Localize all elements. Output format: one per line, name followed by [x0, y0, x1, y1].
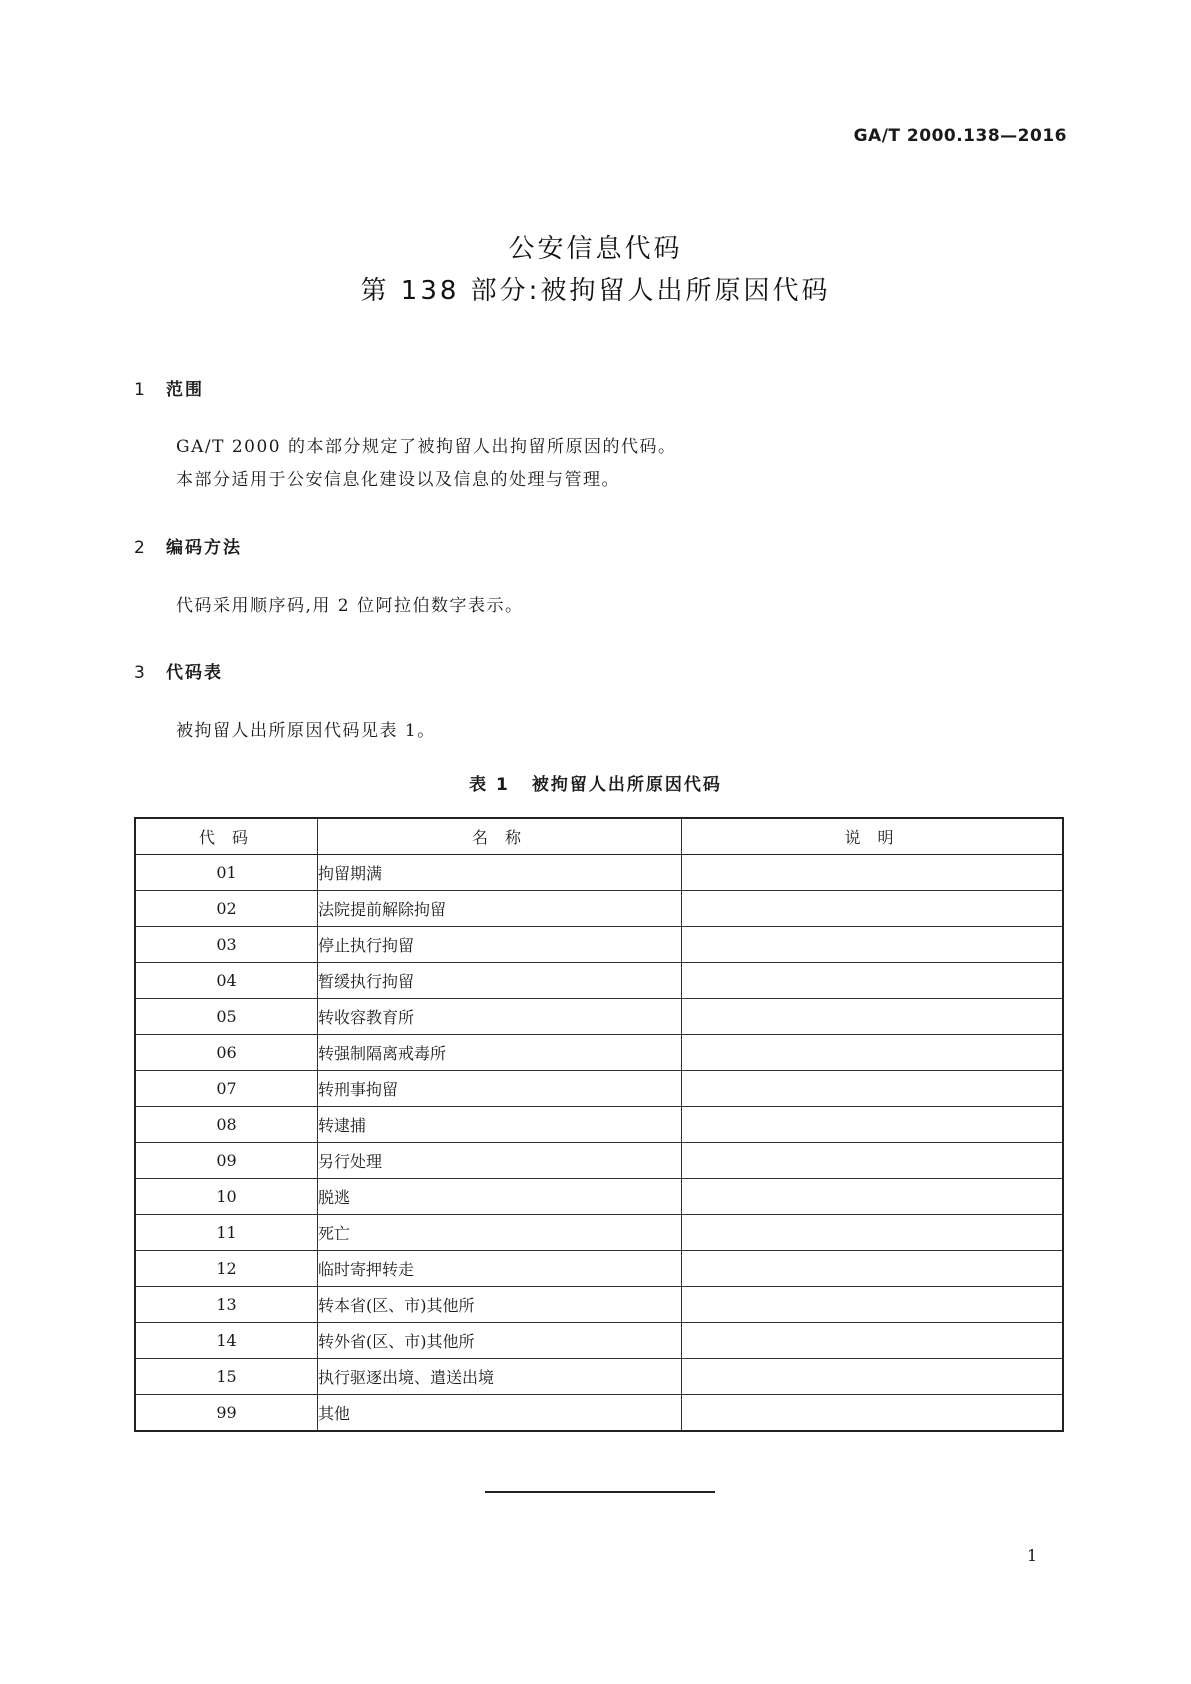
cell-description	[682, 1035, 1064, 1071]
cell-name: 执行驱逐出境、遣送出境	[318, 1359, 682, 1395]
cell-code: 15	[135, 1359, 318, 1395]
cell-name: 死亡	[318, 1215, 682, 1251]
cell-code: 02	[135, 891, 318, 927]
cell-code: 14	[135, 1323, 318, 1359]
cell-description	[682, 855, 1064, 891]
cell-name: 另行处理	[318, 1143, 682, 1179]
cell-description	[682, 1107, 1064, 1143]
table-row	[135, 1107, 1063, 1143]
cell-description	[682, 1143, 1064, 1179]
section-number: 1	[134, 380, 147, 400]
document-title	[0, 228, 1191, 312]
table-row	[135, 1395, 1063, 1432]
cell-code: 10	[135, 1179, 318, 1215]
header-description: 说 明	[682, 818, 1064, 855]
cell-name: 停止执行拘留	[318, 927, 682, 963]
cell-code: 01	[135, 855, 318, 891]
cell-description	[682, 1359, 1064, 1395]
table-row	[135, 963, 1063, 999]
cell-code: 07	[135, 1071, 318, 1107]
cell-name: 拘留期满	[318, 855, 682, 891]
cell-code: 05	[135, 999, 318, 1035]
table-row	[135, 855, 1063, 891]
section-number: 3	[134, 663, 147, 683]
section-number: 2	[134, 538, 147, 558]
cell-name: 转强制隔离戒毒所	[318, 1035, 682, 1071]
table-row	[135, 1143, 1063, 1179]
page-number: 1	[1027, 1546, 1038, 1565]
cell-name: 其他	[318, 1395, 682, 1432]
cell-code: 99	[135, 1395, 318, 1432]
table-row	[135, 1035, 1063, 1071]
section-2-heading	[134, 533, 242, 558]
section-title: 范围	[166, 380, 204, 400]
cell-name: 转逮捕	[318, 1107, 682, 1143]
cell-description	[682, 1071, 1064, 1107]
cell-code: 08	[135, 1107, 318, 1143]
table-row	[135, 1179, 1063, 1215]
cell-code: 11	[135, 1215, 318, 1251]
end-of-document-rule	[485, 1491, 715, 1493]
cell-code: 03	[135, 927, 318, 963]
section-title: 代码表	[166, 663, 223, 683]
cell-code: 13	[135, 1287, 318, 1323]
section-1-heading	[134, 375, 204, 400]
table-row	[135, 1359, 1063, 1395]
header-name: 名 称	[318, 818, 682, 855]
cell-code: 09	[135, 1143, 318, 1179]
table-header-row	[135, 818, 1063, 855]
section-2-paragraph-1: 代码采用顺序码,用 2 位阿拉伯数字表示。	[176, 596, 524, 616]
table-caption	[0, 770, 1191, 795]
table-row	[135, 1215, 1063, 1251]
title-line-2: 第 138 部分:被拘留人出所原因代码	[360, 276, 831, 306]
section-title: 编码方法	[166, 538, 242, 558]
section-1-paragraph-2: 本部分适用于公安信息化建设以及信息的处理与管理。	[176, 470, 620, 490]
cell-name: 转外省(区、市)其他所	[318, 1323, 682, 1359]
header-code: 代 码	[135, 818, 318, 855]
section-1-paragraph-1: GA/T 2000 的本部分规定了被拘留人出拘留所原因的代码。	[176, 437, 677, 457]
table-row	[135, 1251, 1063, 1287]
cell-code: 12	[135, 1251, 318, 1287]
cell-name: 法院提前解除拘留	[318, 891, 682, 927]
section-3-heading	[134, 658, 223, 683]
table-row	[135, 927, 1063, 963]
table-row	[135, 999, 1063, 1035]
cell-code: 06	[135, 1035, 318, 1071]
cell-name: 转刑事拘留	[318, 1071, 682, 1107]
cell-name: 转本省(区、市)其他所	[318, 1287, 682, 1323]
cell-description	[682, 891, 1064, 927]
cell-name: 转收容教育所	[318, 999, 682, 1035]
code-table	[134, 817, 1064, 1432]
cell-name: 暂缓执行拘留	[318, 963, 682, 999]
section-3-paragraph-1: 被拘留人出所原因代码见表 1。	[176, 721, 436, 741]
table-row	[135, 1287, 1063, 1323]
cell-description	[682, 927, 1064, 963]
document-code: GA/T 2000.138—2016	[853, 126, 1067, 146]
table-row	[135, 891, 1063, 927]
cell-description	[682, 1251, 1064, 1287]
table-caption-label: 表 1	[469, 775, 510, 795]
table-row	[135, 1071, 1063, 1107]
cell-description	[682, 1395, 1064, 1432]
cell-name: 临时寄押转走	[318, 1251, 682, 1287]
title-line-1: 公安信息代码	[508, 234, 683, 264]
cell-description	[682, 963, 1064, 999]
table-caption-title: 被拘留人出所原因代码	[531, 775, 722, 795]
cell-description	[682, 999, 1064, 1035]
table-row	[135, 1323, 1063, 1359]
cell-description	[682, 1215, 1064, 1251]
cell-code: 04	[135, 963, 318, 999]
cell-description	[682, 1323, 1064, 1359]
cell-name: 脱逃	[318, 1179, 682, 1215]
cell-description	[682, 1179, 1064, 1215]
cell-description	[682, 1287, 1064, 1323]
